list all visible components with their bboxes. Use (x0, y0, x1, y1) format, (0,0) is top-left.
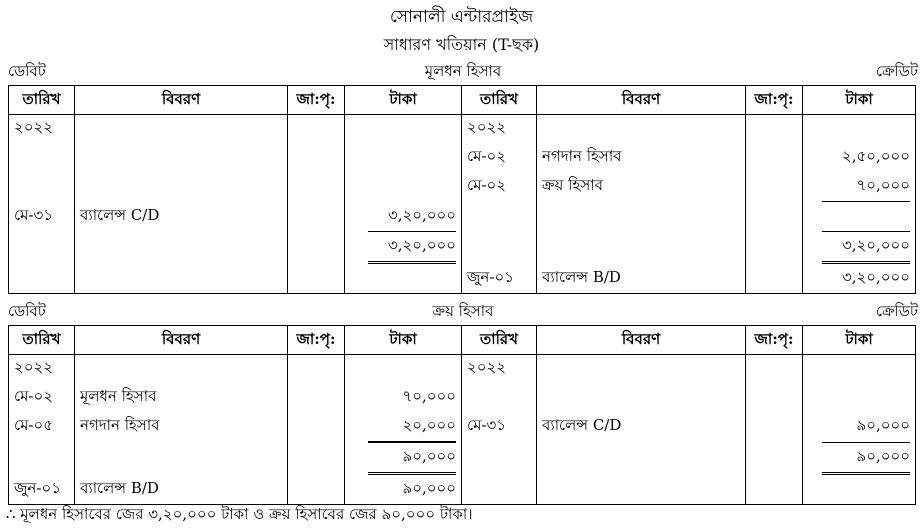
debit-amount-cell (345, 115, 462, 143)
debit-folio-cell (288, 264, 345, 294)
debit-label: ডেবিট (8, 62, 46, 80)
credit-date-cell: ২০২২ (462, 115, 537, 143)
amount-value (368, 158, 456, 162)
col-header-particulars: বিবরণ (75, 326, 288, 355)
debit-label: ডেবিট (8, 302, 46, 320)
credit-amount-cell (803, 412, 916, 442)
debit-particulars-cell (75, 355, 288, 383)
amount-value: ৭০,০০০ (402, 386, 456, 405)
debit-amount-cell (345, 442, 462, 475)
credit-amount-cell (803, 475, 916, 505)
credit-date-cell: মে-০২ (462, 143, 537, 172)
credit-amount-cell (803, 355, 916, 383)
debit-date-cell: মে-০২ (9, 383, 75, 412)
debit-folio-cell (288, 412, 345, 442)
credit-particulars-cell (537, 202, 746, 231)
credit-date-cell: মে-৩১ (462, 412, 537, 442)
debit-amount-cell (345, 231, 462, 264)
col-header-folio: জা:পৃ: (746, 86, 803, 115)
amount-value: ২০,০০০ (368, 412, 456, 442)
debit-amount-cell (345, 264, 462, 294)
account-name: মূলধন হিসাব (424, 62, 502, 80)
debit-date-cell: ২০২২ (9, 115, 75, 143)
credit-date-cell (462, 475, 537, 505)
debit-amount-cell (345, 172, 462, 202)
debit-amount-cell (345, 143, 462, 172)
debit-folio-cell (288, 115, 345, 143)
debit-particulars-cell (75, 115, 288, 143)
table-row (9, 172, 916, 202)
credit-amount-cell (803, 383, 916, 412)
amount-value (822, 490, 910, 494)
col-header-amount: টাকা (345, 86, 462, 115)
debit-date-cell (9, 264, 75, 294)
table-row (9, 412, 916, 442)
debit-particulars-cell (75, 172, 288, 202)
credit-particulars-cell (537, 115, 746, 143)
credit-label: ক্রেডিট (875, 62, 918, 80)
col-header-amount: টাকা (345, 326, 462, 355)
col-header-date: তারিখ (462, 86, 537, 115)
debit-particulars-cell: ব্যালেন্স B/D (75, 475, 288, 505)
debit-date-cell (9, 172, 75, 202)
debit-date-cell: জুন-০১ (9, 475, 75, 505)
table-row (9, 442, 916, 475)
credit-folio-cell (746, 264, 803, 294)
credit-particulars-cell: ব্যালেন্স B/D (537, 264, 746, 294)
debit-amount-cell (345, 202, 462, 231)
debit-folio-cell (288, 442, 345, 475)
col-header-date: তারিখ (9, 326, 75, 355)
debit-date-cell (9, 442, 75, 475)
credit-particulars-cell (537, 383, 746, 412)
col-header-amount: টাকা (803, 326, 916, 355)
credit-particulars-cell (537, 231, 746, 264)
credit-folio-cell (746, 231, 803, 264)
credit-folio-cell (746, 355, 803, 383)
credit-particulars-cell (537, 475, 746, 505)
col-header-particulars: বিবরণ (537, 326, 746, 355)
amount-value: ৩,২০,০০০ (368, 231, 456, 264)
debit-folio-cell (288, 202, 345, 231)
debit-particulars-cell (75, 143, 288, 172)
ledger-subtitle: সাধারণ খতিয়ান (T-ছক) (383, 35, 540, 54)
debit-particulars-cell (75, 442, 288, 475)
table-row (9, 115, 916, 143)
credit-amount-cell (803, 202, 916, 231)
credit-particulars-cell (537, 355, 746, 383)
company-title: সোনালী এন্টারপ্রাইজ (389, 7, 534, 27)
col-header-particulars: বিবরণ (537, 86, 746, 115)
account-header (8, 60, 918, 82)
credit-date-cell: ২০২২ (462, 355, 537, 383)
debit-folio-cell (288, 231, 345, 264)
table-row (9, 383, 916, 412)
credit-date-cell (462, 202, 537, 231)
col-header-folio: জা:পৃ: (288, 326, 345, 355)
debit-amount-cell (345, 412, 462, 442)
credit-amount-cell (803, 442, 916, 475)
table-row (9, 475, 916, 505)
credit-amount-cell (803, 115, 916, 143)
debit-particulars-cell (75, 264, 288, 294)
table-row (9, 143, 916, 172)
credit-folio-cell (746, 475, 803, 505)
table-row (9, 355, 916, 383)
col-header-date: তারিখ (9, 86, 75, 115)
debit-date-cell (9, 231, 75, 264)
credit-folio-cell (746, 143, 803, 172)
table-row (9, 264, 916, 294)
debit-folio-cell (288, 475, 345, 505)
amount-value: ৯০,০০০ (856, 416, 910, 434)
amount-value (822, 370, 910, 374)
amount-value (368, 188, 456, 192)
credit-folio-cell (746, 172, 803, 202)
credit-folio-cell (746, 202, 803, 231)
amount-value: ৩,২০,০০০ (387, 205, 456, 224)
amount-value (822, 398, 910, 402)
col-header-particulars: বিবরণ (75, 86, 288, 115)
debit-folio-cell (288, 143, 345, 172)
amount-value: ৯০,০০০ (402, 478, 456, 497)
credit-date-cell (462, 231, 537, 264)
debit-date-cell: মে-৩১ (9, 202, 75, 231)
amount-value: ৩,২০,০০০ (841, 267, 910, 286)
credit-date-cell (462, 442, 537, 475)
credit-folio-cell (746, 383, 803, 412)
debit-folio-cell (288, 172, 345, 202)
debit-particulars-cell: ব্যালেন্স C/D (75, 202, 288, 231)
debit-particulars-cell (75, 231, 288, 264)
amount-value: ৩,২০,০০০ (822, 231, 910, 264)
credit-folio-cell (746, 442, 803, 475)
credit-amount-cell (803, 231, 916, 264)
credit-label: ক্রেডিট (875, 302, 918, 320)
table-row (9, 231, 916, 264)
amount-value: ৯০,০০০ (822, 442, 910, 475)
conclusion-text: ∴ মূলধন হিসাবের জের ৩,২০,০০০ টাকা ও ক্রয় হিসাবের জের ৯০,০০০ টাকা। (6, 505, 473, 523)
credit-date-cell: জুন-০১ (462, 264, 537, 294)
credit-particulars-cell: ক্রয় হিসাব (537, 172, 746, 202)
debit-folio-cell (288, 355, 345, 383)
amount-value: ৭০,০০০ (822, 172, 910, 202)
account-header (8, 300, 918, 322)
amount-value (822, 217, 910, 221)
credit-amount-cell (803, 264, 916, 294)
credit-amount-cell (803, 172, 916, 202)
debit-particulars-cell: নগদান হিসাব (75, 412, 288, 442)
credit-particulars-cell: ব্যালেন্স C/D (537, 412, 746, 442)
debit-particulars-cell: মূলধন হিসাব (75, 383, 288, 412)
amount-value (368, 370, 456, 374)
amount-value: ৯০,০০০ (368, 442, 456, 475)
credit-amount-cell (803, 143, 916, 172)
credit-date-cell (462, 383, 537, 412)
ledger-table (8, 85, 916, 294)
debit-date-cell (9, 143, 75, 172)
col-header-date: তারিখ (462, 326, 537, 355)
debit-folio-cell (288, 383, 345, 412)
col-header-amount: টাকা (803, 86, 916, 115)
debit-amount-cell (345, 475, 462, 505)
debit-amount-cell (345, 383, 462, 412)
debit-date-cell: মে-০৫ (9, 412, 75, 442)
credit-particulars-cell (537, 442, 746, 475)
account-name: ক্রয় হিসাব (432, 302, 494, 320)
table-row (9, 202, 916, 231)
amount-value (822, 130, 910, 134)
credit-particulars-cell: নগদান হিসাব (537, 143, 746, 172)
credit-date-cell: মে-০২ (462, 172, 537, 202)
col-header-folio: জা:পৃ: (288, 86, 345, 115)
credit-folio-cell (746, 412, 803, 442)
debit-date-cell: ২০২২ (9, 355, 75, 383)
amount-value (368, 130, 456, 134)
amount-value: ২,৫০,০০০ (841, 146, 910, 165)
credit-folio-cell (746, 115, 803, 143)
debit-amount-cell (345, 355, 462, 383)
amount-value (368, 279, 456, 283)
col-header-folio: জা:পৃ: (746, 326, 803, 355)
ledger-table (8, 325, 916, 505)
